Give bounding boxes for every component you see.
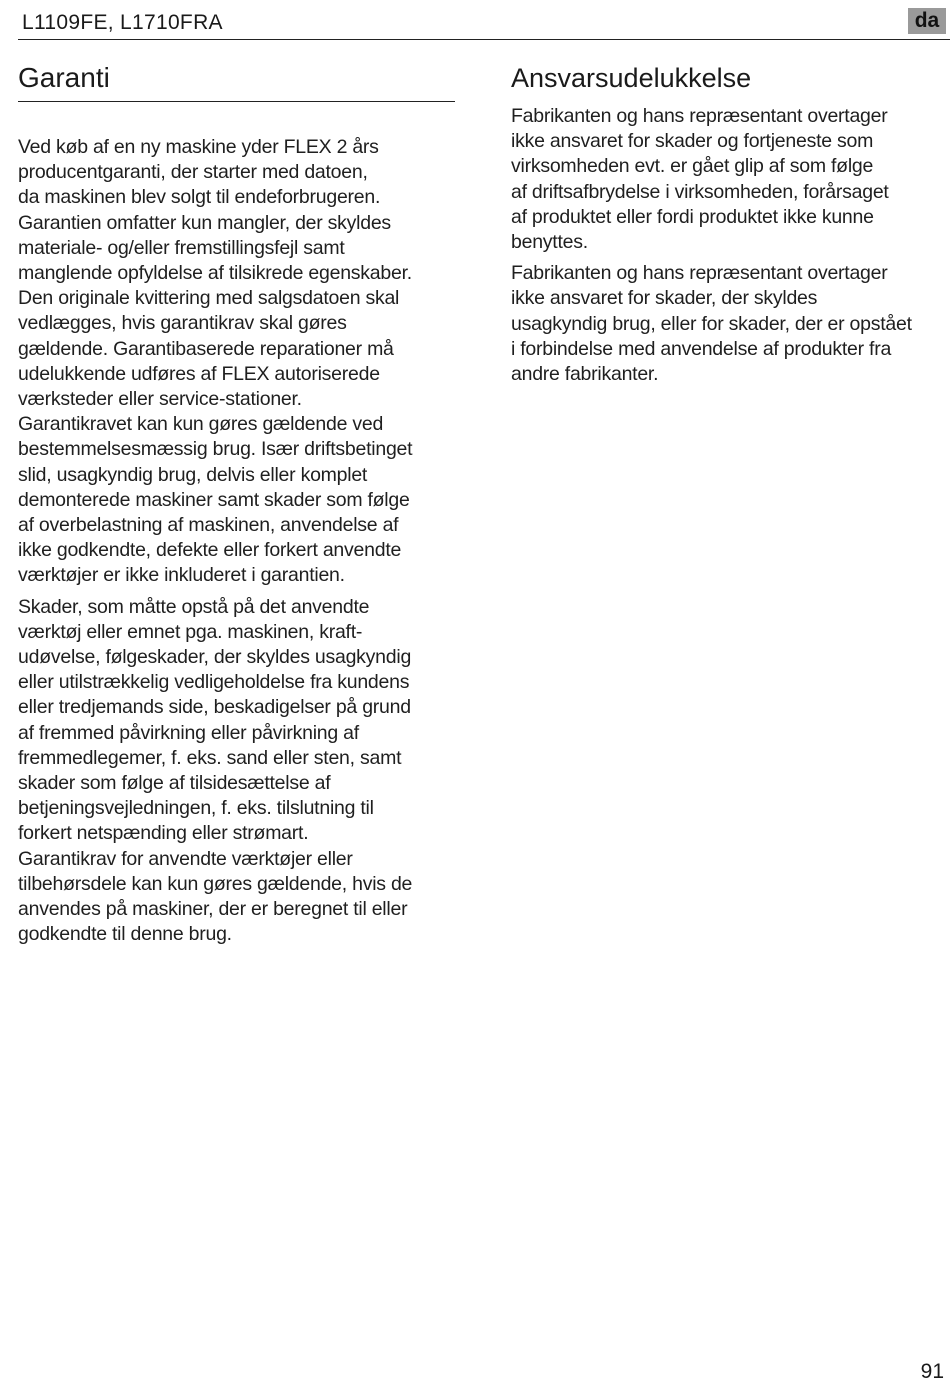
liability-exclusion-heading: Ansvarsudelukkelse bbox=[511, 63, 752, 93]
warranty-paragraph-2: Skader, som måtte opstå på det anvendte værktøj eller emnet pga. maskinen, kraft- udøvelse, følgeskader, der skyldes usagkyndig eller utilstrækkelig vedligeholdelse fra kundens eller tredjemands side, beskadigelser på grund af fremmed påvirkning eller påvirkning af fremmedlegemer, f. eks. sand eller sten, samt skader som følge af tilsidesættelse af betjeningsvejledningen, f. eks. tilslutning til forkert netspænding eller strømart. Garantikrav for anvendte værktøjer eller tilbehørsdele kan kun gøres gældende, hvis de anvendes på maskiner, der er beregnet til eller godkendte til denne brug. bbox=[18, 595, 413, 946]
warranty-section bbox=[18, 60, 455, 954]
warranty-paragraph-1: Ved køb af en ny maskine yder FLEX 2 års producentgaranti, der starter med datoen, da maskinen blev solgt til endeforbrugeren. Garantien omfatter kun mangler, der skyldes materiale- og/eller fremstillingsfejl samt manglende opfyldelse af tilsikrede egenskaber. Den originale kvittering med salgsdatoen skal vedlægges, hvis garantikrav skal gøres gældende. Garantibaserede reparationer må udelukkende udføres af FLEX autoriserede værksteder eller service-stationer. Garantikravet kan kun gøres gældende ved bestemmelsesmæssig brug. Især driftsbetinget slid, usagkyndig brug, delvis eller komplet demonterede maskiner samt skader som følge af overbelastning af maskinen, anvendelse af ikke godkendte, defekte eller forkert anvendte værktøjer er ikke inkluderet i garantien. bbox=[18, 136, 413, 587]
warranty-heading: Garanti bbox=[18, 60, 455, 102]
header-divider bbox=[18, 39, 950, 40]
document-header-title: L1109FE, L1710FRA bbox=[22, 11, 223, 34]
language-badge: da bbox=[908, 8, 946, 34]
liability-paragraph-2: Fabrikanten og hans repræsentant overtager ikke ansvaret for skader, der skyldes usagkyndig brug, eller for skader, der er opstået i forbindelse med anvendelse af produkter fra andre fabrikanter. bbox=[511, 262, 912, 386]
liability-paragraph-1: Fabrikanten og hans repræsentant overtager ikke ansvaret for skader og fortjeneste som virksomheden evt. er gået glip af som følge af driftsafbrydelse i virksomheden, forårsaget af produktet eller fordi produktet ikke kunne benyttes. bbox=[511, 105, 889, 254]
page-number: 91 bbox=[920, 1360, 944, 1383]
liability-exclusion-section bbox=[511, 60, 948, 393]
